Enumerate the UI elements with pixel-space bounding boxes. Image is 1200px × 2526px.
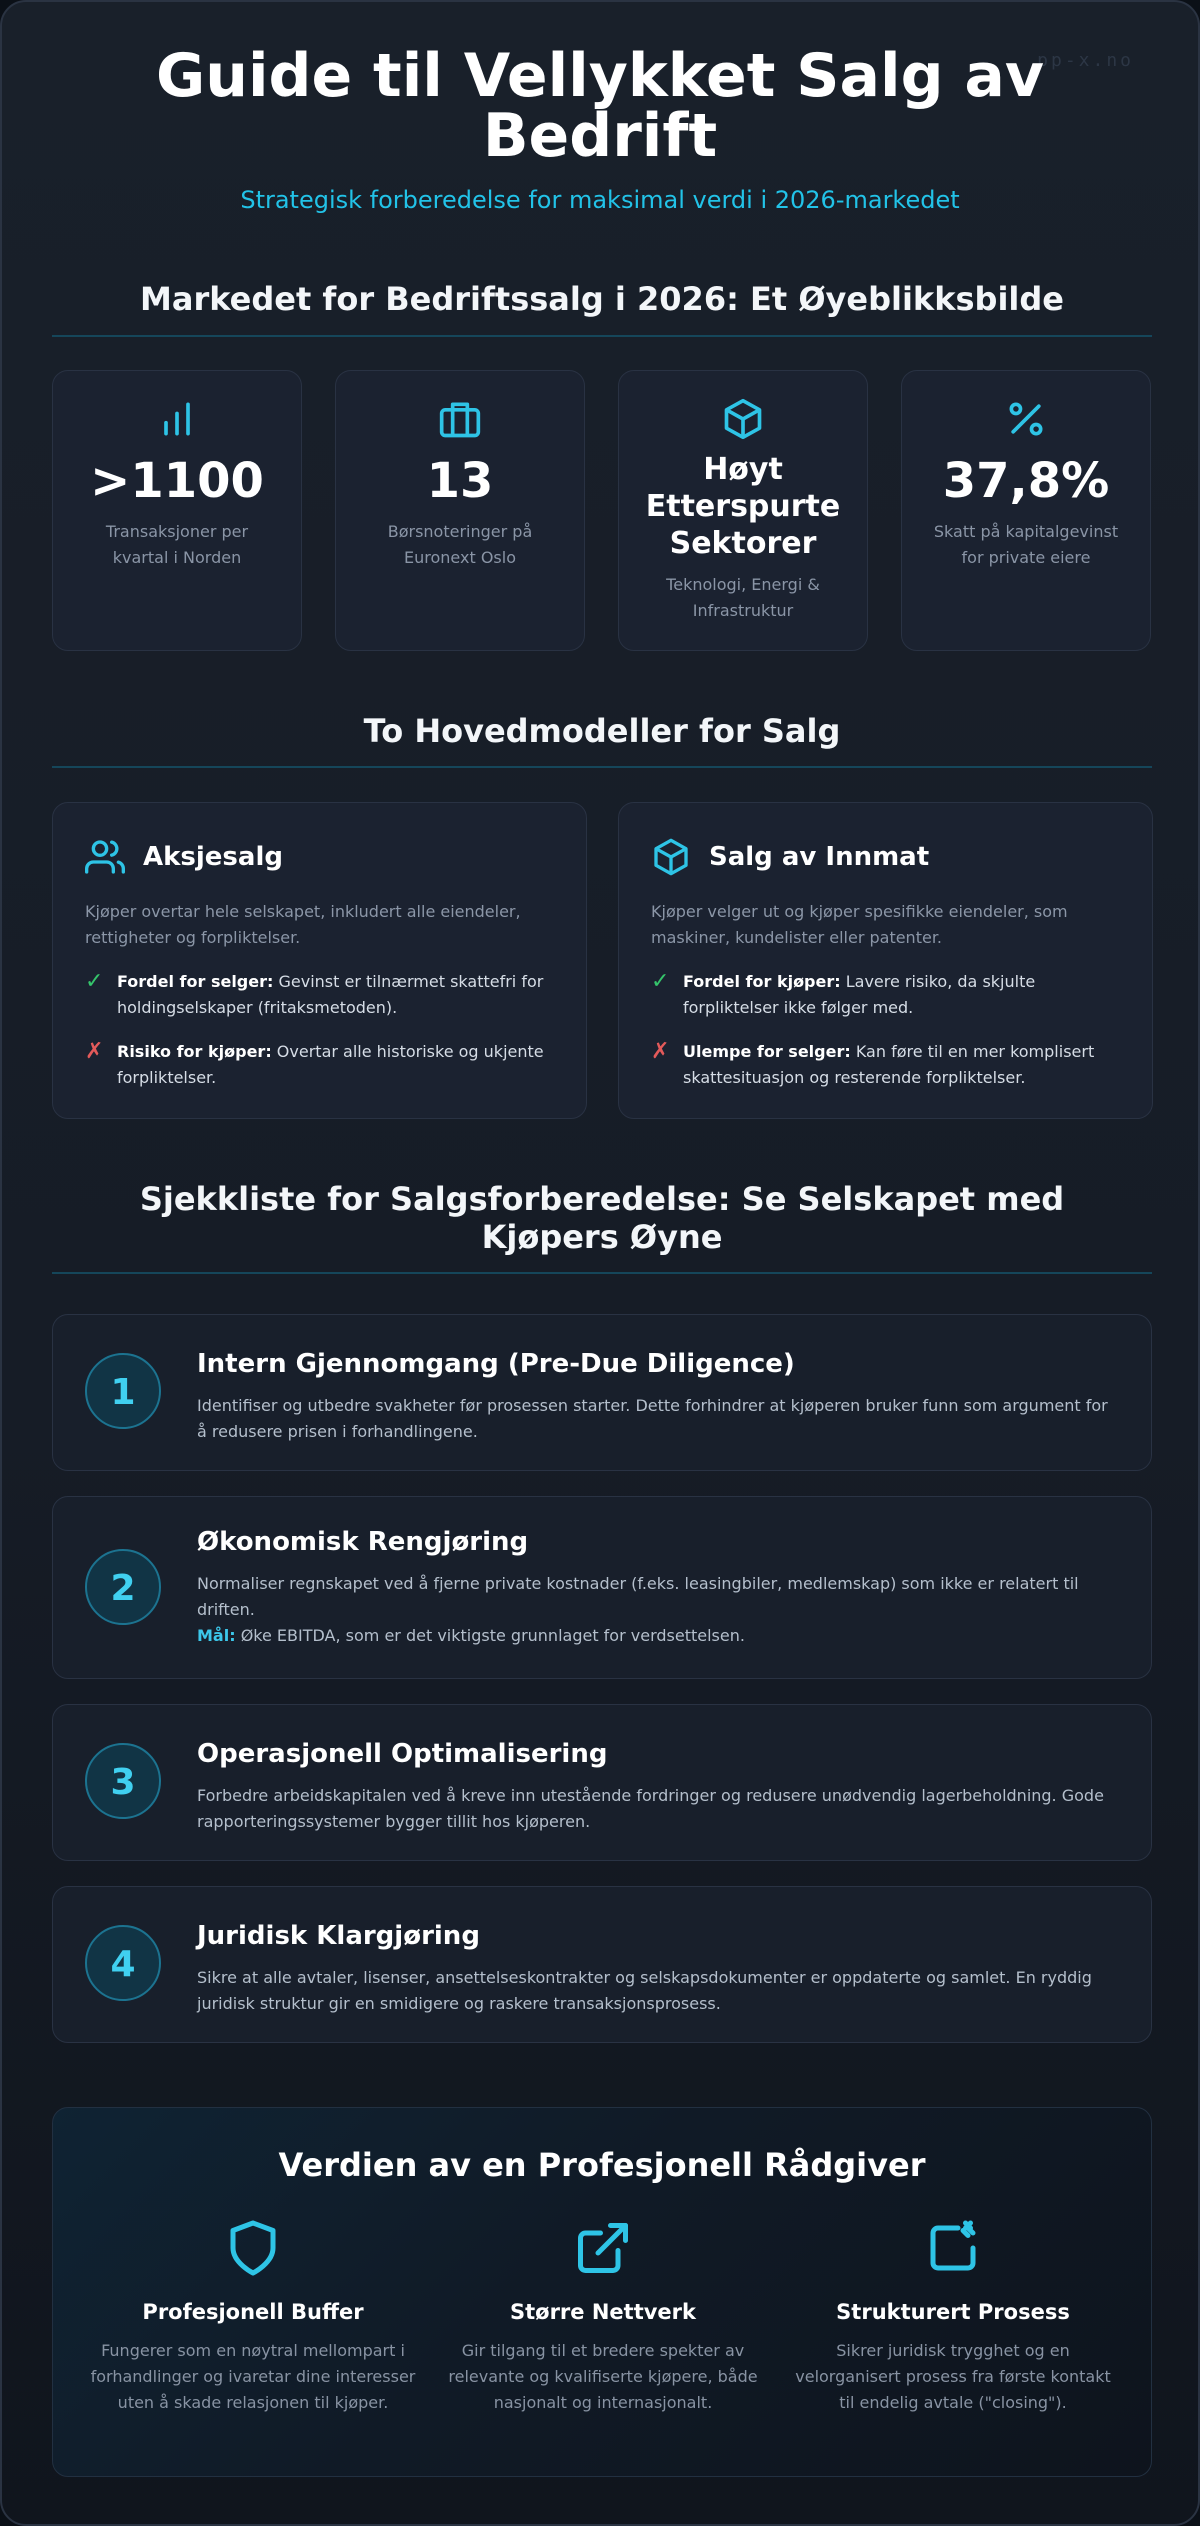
check-icon: ✓ — [651, 969, 670, 994]
goal-label: Mål: — [197, 1626, 236, 1645]
step-text: Identifiser og utbedre svakheter før prosessen starter. Dette forhindrer at kjøperen bruker funn som argument for å redusere prisen i forhandlingene. — [197, 1396, 1108, 1441]
model-advantage — [651, 969, 1120, 1021]
section-divider — [52, 1272, 1152, 1274]
model-risk — [85, 1039, 554, 1091]
market-section-title: Markedet for Bedriftssalg i 2026: Et Øyeblikksbilde — [140, 280, 1064, 318]
cube-icon — [721, 397, 765, 441]
users-icon — [85, 837, 125, 877]
step-number-badge: 3 — [85, 1743, 161, 1819]
cross-icon: ✗ — [651, 1039, 670, 1064]
stat-label: Teknologi, Energi & Infrastruktur — [666, 575, 820, 620]
step-title: Økonomisk Rengjøring — [197, 1527, 529, 1557]
briefcase-icon — [438, 397, 482, 441]
advisor-item-title: Større Nettverk — [509, 2300, 696, 2324]
advisor-item — [788, 2218, 1118, 2416]
advantage-label: Fordel for kjøper: — [683, 972, 841, 991]
watermark: pp-x.no — [1037, 50, 1134, 71]
model-drawback — [651, 1039, 1120, 1091]
checklist-step — [52, 1496, 1152, 1679]
step-text — [197, 1571, 1111, 1649]
model-card-asset-sale — [618, 802, 1153, 1119]
stat-label: Skatt på kapitalgevinst for private eiere — [933, 522, 1119, 567]
advantage-text: Lavere risiko, da skjulte forpliktelser ikke følger med. — [683, 972, 1036, 1017]
advisor-item-text: Fungerer som en nøytral mellompart i forhandlinger og ivaretar dine interesser uten å skade relasjonen til kjøper. — [90, 2341, 416, 2412]
advantage-label: Fordel for selger: — [117, 972, 274, 991]
advisor-item — [88, 2218, 418, 2416]
stat-value: 37,8% — [942, 453, 1110, 509]
goal-text: Øke EBITDA, som er det viktigste grunnlaget for verdsettelsen. — [235, 1626, 745, 1645]
step-number-badge: 4 — [85, 1925, 161, 2001]
bar-chart-icon — [155, 397, 199, 441]
step-number-badge: 2 — [85, 1549, 161, 1625]
step-number-badge: 1 — [85, 1353, 161, 1429]
model-card-share-sale — [52, 802, 587, 1119]
model-title: Aksjesalg — [143, 842, 283, 872]
process-icon — [923, 2218, 983, 2278]
stat-value: Høyt Etterspurte Sektorer — [645, 452, 841, 561]
model-title: Salg av Innmat — [709, 842, 930, 872]
stat-card-sectors — [618, 370, 868, 651]
external-link-icon — [573, 2218, 633, 2278]
step-text-body: Normaliser regnskapet ved å fjerne private kostnader (f.eks. leasingbiler, medlemskap) som ikke er relatert til driften. — [197, 1574, 1079, 1619]
percent-icon — [1004, 397, 1048, 441]
hero — [2, 41, 1198, 214]
advisor-item-title: Strukturert Prosess — [836, 2300, 1070, 2324]
cross-icon: ✗ — [85, 1039, 104, 1064]
models-section-title: To Hovedmodeller for Salg — [363, 712, 841, 750]
step-text: Sikre at alle avtaler, lisenser, ansettelseskontrakter og selskapsdokumenter er oppdaterte og samlet. En ryddig juridisk struktur gir en smidigere og raskere transaksjonsprosess. — [197, 1968, 1092, 2013]
stat-value: >1100 — [90, 453, 264, 509]
box-icon — [651, 837, 691, 877]
stat-label: Transaksjoner per kvartal i Norden — [105, 522, 249, 567]
model-intro: Kjøper velger ut og kjøper spesifikke eiendeler, som maskiner, kundelister eller patenter. — [651, 902, 1068, 947]
advisor-item — [438, 2218, 768, 2416]
stat-card-transactions — [52, 370, 302, 651]
page-subtitle: Strategisk forberedelse for maksimal verdi i 2026-markedet — [240, 186, 960, 214]
checklist-section-title: Sjekkliste for Salgsforberedelse: Se Selskapet med Kjøpers Øyne — [139, 1180, 1065, 1256]
drawback-text: Kan føre til en mer komplisert skattesituasjon og resterende forpliktelser. — [683, 1042, 1095, 1087]
model-advantage — [85, 969, 554, 1021]
stat-label: Børsnoteringer på Euronext Oslo — [387, 522, 533, 567]
stat-value: 13 — [426, 453, 494, 509]
drawback-label: Ulempe for selger: — [683, 1042, 851, 1061]
advisor-item-title: Profesjonell Buffer — [142, 2300, 364, 2324]
stat-card-tax — [901, 370, 1151, 651]
step-title: Operasjonell Optimalisering — [197, 1739, 608, 1769]
risk-text: Overtar alle historiske og ukjente forpliktelser. — [117, 1042, 544, 1087]
check-icon: ✓ — [85, 969, 104, 994]
section-divider — [52, 335, 1152, 337]
stat-card-listings — [335, 370, 585, 651]
advisor-item-text: Sikrer juridisk trygghet og en velorganisert prosess fra første kontakt til endelig avtale ("closing"). — [795, 2341, 1111, 2412]
model-intro: Kjøper overtar hele selskapet, inkludert alle eiendeler, rettigheter og forpliktelser. — [85, 902, 521, 947]
checklist-step — [52, 1314, 1152, 1471]
step-text: Forbedre arbeidskapitalen ved å kreve inn utestående fordringer og redusere unødvendig lagerbeholdning. Gode rapporteringssystemer bygger tillit hos kjøperen. — [197, 1786, 1104, 1831]
advisor-title: Verdien av en Profesjonell Rådgiver — [278, 2146, 926, 2184]
advisor-panel — [52, 2107, 1152, 2477]
shield-icon — [223, 2218, 283, 2278]
checklist-step — [52, 1886, 1152, 2043]
step-title: Intern Gjennomgang (Pre-Due Diligence) — [197, 1349, 795, 1379]
checklist-step — [52, 1704, 1152, 1861]
risk-label: Risiko for kjøper: — [117, 1042, 272, 1061]
advisor-item-text: Gir tilgang til et bredere spekter av relevante og kvalifiserte kjøpere, både nasjonalt og internasjonalt. — [448, 2341, 758, 2412]
page-title: Guide til Vellykket Salg av Bedrift — [155, 41, 1045, 171]
section-divider — [52, 766, 1152, 768]
advantage-text: Gevinst er tilnærmet skattefri for holdingselskaper (fritaksmetoden). — [117, 972, 544, 1017]
step-title: Juridisk Klargjøring — [197, 1921, 480, 1951]
